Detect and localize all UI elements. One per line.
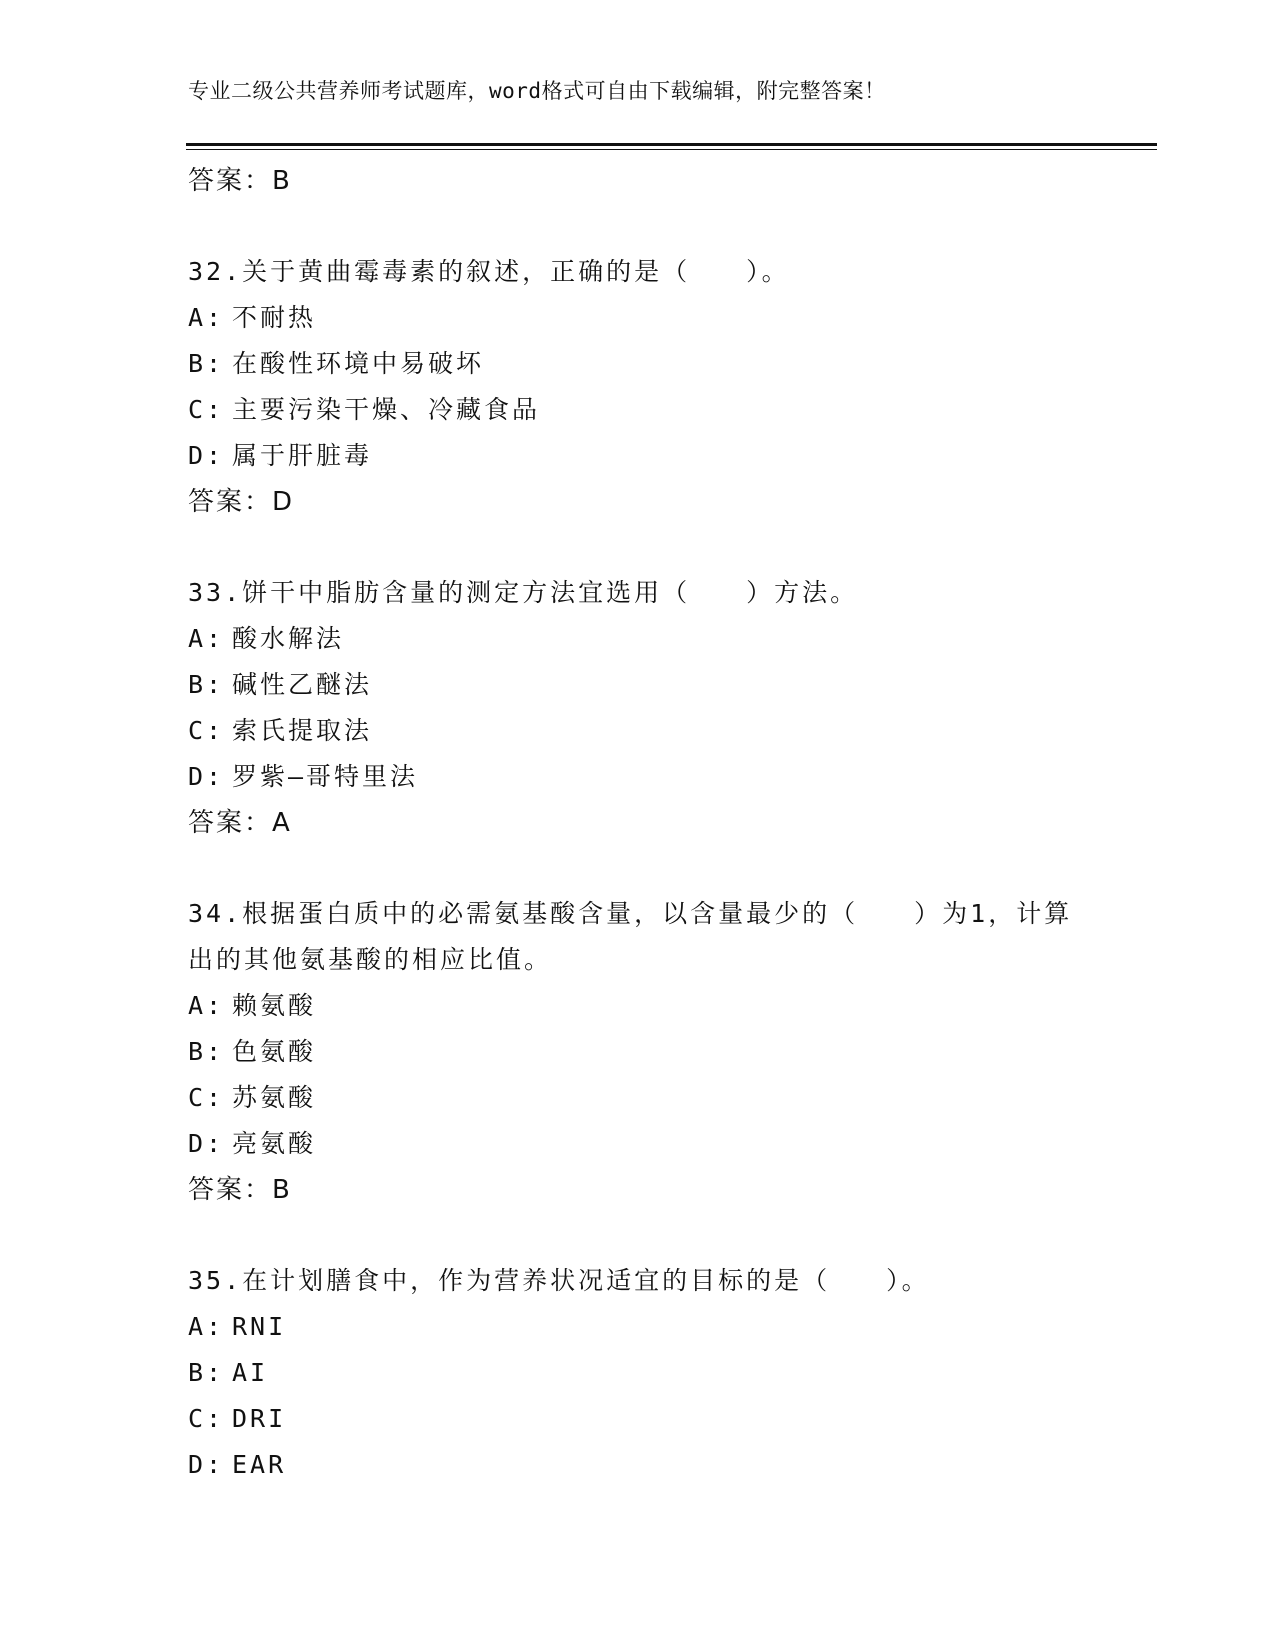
option-letter: B: <box>188 349 225 378</box>
option-c <box>188 1396 1088 1442</box>
question-stem: 35.在计划膳食中，作为营养状况适宜的目标的是（ ）。 <box>188 1266 930 1295</box>
option-text: 属于肝脏毒 <box>232 441 373 470</box>
answer-line: 答案：A <box>188 808 292 838</box>
option-c <box>188 1075 1088 1121</box>
page-header: 专业二级公共营养师考试题库，word格式可自由下载编辑，附完整答案！ <box>188 79 886 103</box>
option-text: 苏氨酸 <box>232 1083 317 1112</box>
option-letter: A: <box>188 991 225 1020</box>
option-text: 碱性乙醚法 <box>232 670 373 699</box>
option-letter: D: <box>188 1450 225 1479</box>
option-letter: C: <box>188 1083 225 1112</box>
option-b <box>188 1350 1088 1396</box>
option-text: 索氏提取法 <box>232 716 373 745</box>
option-letter: B: <box>188 1358 225 1387</box>
question-block-32 <box>188 249 1088 525</box>
option-text: AI <box>232 1358 269 1387</box>
option-d <box>188 1442 1088 1488</box>
answer-line: 答案：B <box>188 1175 292 1205</box>
option-d <box>188 1121 1088 1167</box>
option-letter: A: <box>188 624 225 653</box>
option-letter: C: <box>188 716 225 745</box>
option-text: 赖氨酸 <box>232 991 317 1020</box>
question-stem: 32.关于黄曲霉毒素的叙述，正确的是（ ）。 <box>188 257 790 286</box>
option-a <box>188 1304 1088 1350</box>
option-letter: A: <box>188 303 225 332</box>
option-letter: B: <box>188 670 225 699</box>
option-letter: B: <box>188 1037 225 1066</box>
header-rule-thin <box>186 149 1157 150</box>
option-letter: D: <box>188 441 225 470</box>
question-list <box>188 158 1088 1488</box>
option-d <box>188 754 1088 800</box>
option-letter: D: <box>188 762 225 791</box>
header-rule-thick <box>186 143 1157 146</box>
option-a <box>188 983 1088 1029</box>
question-block-33 <box>188 570 1088 846</box>
prev-answer: 答案：B <box>188 166 292 196</box>
option-text: DRI <box>232 1404 287 1433</box>
option-c <box>188 387 1088 433</box>
option-c <box>188 708 1088 754</box>
option-letter: A: <box>188 1312 225 1341</box>
option-text: EAR <box>232 1450 287 1479</box>
question-stem: 33.饼干中脂肪含量的测定方法宜选用（ ）方法。 <box>188 578 859 607</box>
option-b <box>188 1029 1088 1075</box>
question-block-35 <box>188 1258 1088 1488</box>
option-text: 色氨酸 <box>232 1037 317 1066</box>
option-b <box>188 341 1088 387</box>
option-a <box>188 295 1088 341</box>
option-letter: C: <box>188 1404 225 1433</box>
answer-line: 答案：D <box>188 487 295 517</box>
option-a <box>188 616 1088 662</box>
option-text: RNI <box>232 1312 287 1341</box>
question-block-34 <box>188 891 1088 1213</box>
option-text: 主要污染干燥、冷藏食品 <box>232 395 541 424</box>
option-b <box>188 662 1088 708</box>
option-text: 罗紫—哥特里法 <box>232 762 419 791</box>
question-stem: 34.根据蛋白质中的必需氨基酸含量，以含量最少的（ ）为1，计算出的其他氨基酸的相应比值。 <box>188 899 1073 974</box>
option-text: 在酸性环境中易破坏 <box>232 349 485 378</box>
option-text: 不耐热 <box>232 303 317 332</box>
option-letter: C: <box>188 395 225 424</box>
option-letter: D: <box>188 1129 225 1158</box>
option-text: 酸水解法 <box>232 624 345 653</box>
option-text: 亮氨酸 <box>232 1129 317 1158</box>
option-d <box>188 433 1088 479</box>
